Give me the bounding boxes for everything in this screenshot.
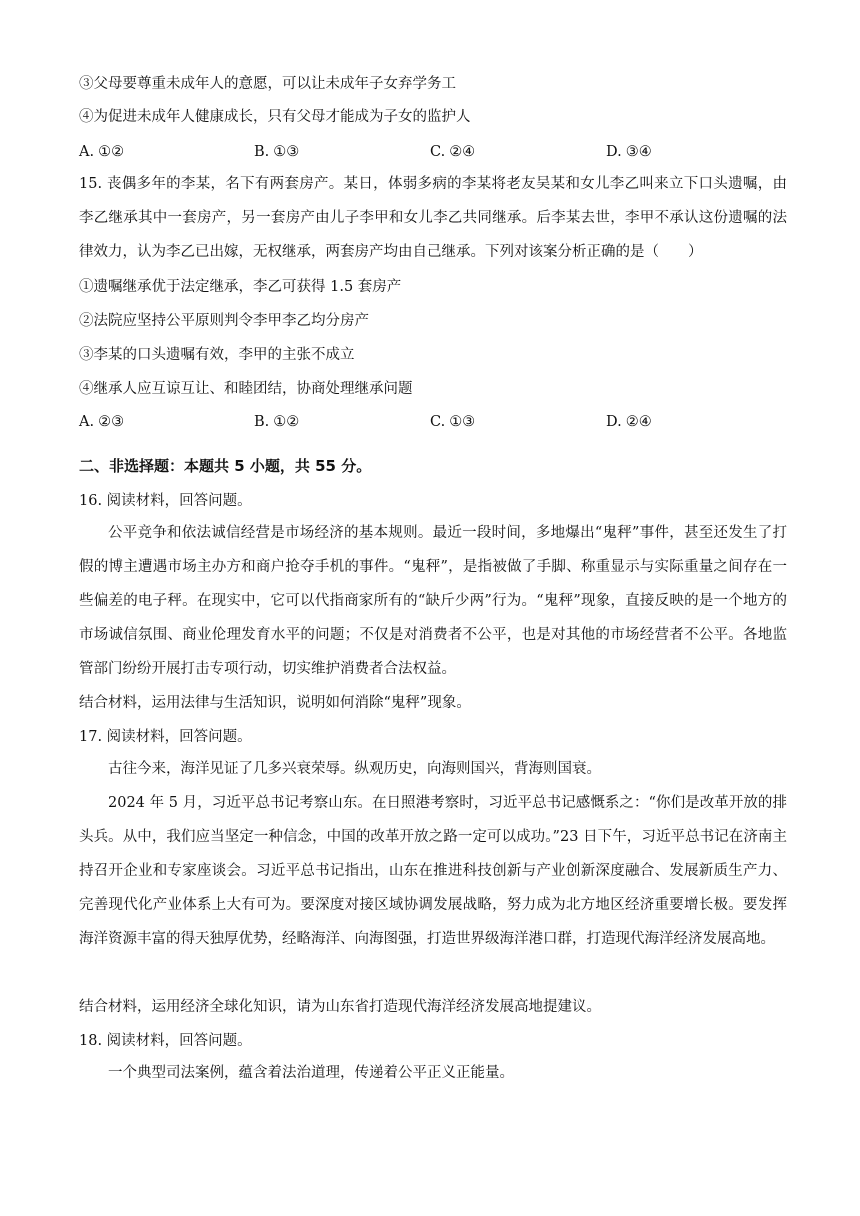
q18-material: 一个典型司法案例，蕴含着法治道理，传递着公平正义正能量。 [108, 1065, 514, 1081]
q14-option-a[interactable]: A. ①② [79, 144, 125, 160]
q16-material: 公平竞争和依法诚信经营是市场经济的基本规则。最近一段时间，多地爆出“鬼秤”事件，甚至还发生了打假的博主遭遇市场主办方和商户抢夺手机的事件。“鬼秤”，是指被做了手脚、称重显示与实际重量之间存在一些偏差的电子秤。在现实中，它可以代指商家所有的“缺斤少两”行为。“鬼秤”现象，直接反映的是一个地方的市场诚信氛围、商业伦理发育水平的问题；不仅是对消费者不公平，也是对其他的市场经营者不公平。各地监管部门纷纷开展打击专项行动，切实维护消费者合法权益。 [79, 525, 787, 677]
q15-option-c[interactable]: C. ①③ [430, 414, 476, 430]
q15-statement-2: ②法院应坚持公平原则判令李甲李乙均分房产 [79, 313, 369, 329]
q14-option-d[interactable]: D. ③④ [606, 144, 652, 160]
q14-statement-4: ④为促进未成年人健康成长，只有父母才能成为子女的监护人 [79, 109, 471, 125]
q15-statement-1: ①遗嘱继承优于法定继承，李乙可获得 1.5 套房产 [79, 279, 402, 295]
q14-option-b[interactable]: B. ①③ [254, 144, 300, 160]
q17-question: 结合材料，运用经济全球化知识，请为山东省打造现代海洋经济发展高地提建议。 [79, 999, 601, 1015]
q15-statement-3: ③李某的口头遗嘱有效，李甲的主张不成立 [79, 347, 355, 363]
q15-stem: 15. 丧偶多年的李某，名下有两套房产。某日，体弱多病的李某将老友吴某和女儿李乙叫来立下口头遗嘱，由李乙继承其中一套房产，另一套房产由儿子李甲和女儿李乙共同继承。后李某去世，李甲不承认这份遗嘱的法律效力，认为李乙已出嫁，无权继承，两套房产均由自己继承。下列对该案分析正确的是（ ） [79, 176, 787, 260]
q15-option-b[interactable]: B. ①② [254, 414, 300, 430]
q16-question: 结合材料，运用法律与生活知识，说明如何消除“鬼秤”现象。 [79, 695, 471, 711]
q14-option-c[interactable]: C. ②④ [430, 144, 476, 160]
q14-statement-3: ③父母要尊重未成年人的意愿，可以让未成年子女弃学务工 [79, 76, 456, 92]
q17-material-2: 2024 年 5 月，习近平总书记考察山东。在日照港考察时，习近平总书记感慨系之：“你们是改革开放的排头兵。从中，我们应当坚定一种信念，中国的改革开放之路一定可以成功。”23 日下午，习近平总书记在济南主持召开企业和专家座谈会。习近平总书记指出，山东在推进科技创新与产业创新深度融合、发展新质生产力、完善现代化产业体系上大有可为。要深度对接区域协调发展战略，努力成为北方地区经济重要增长极。要发挥海洋资源丰富的得天独厚优势，经略海洋、向海图强，打造世界级海洋港口群，打造现代海洋经济发展高地。 [79, 795, 787, 947]
q18-title: 18. 阅读材料，回答问题。 [79, 1033, 252, 1049]
q15-option-d[interactable]: D. ②④ [606, 414, 652, 430]
q15-option-a[interactable]: A. ②③ [79, 414, 125, 430]
section-2-heading: 二、非选择题：本题共 5 小题，共 55 分。 [79, 457, 372, 475]
q17-title: 17. 阅读材料，回答问题。 [79, 729, 252, 745]
q15-statement-4: ④继承人应互谅互让、和睦团结，协商处理继承问题 [79, 381, 413, 397]
q17-material-1: 古往今来，海洋见证了几多兴衰荣辱。纵观历史，向海则国兴，背海则国衰。 [108, 761, 601, 777]
q16-title: 16. 阅读材料，回答问题。 [79, 493, 252, 509]
